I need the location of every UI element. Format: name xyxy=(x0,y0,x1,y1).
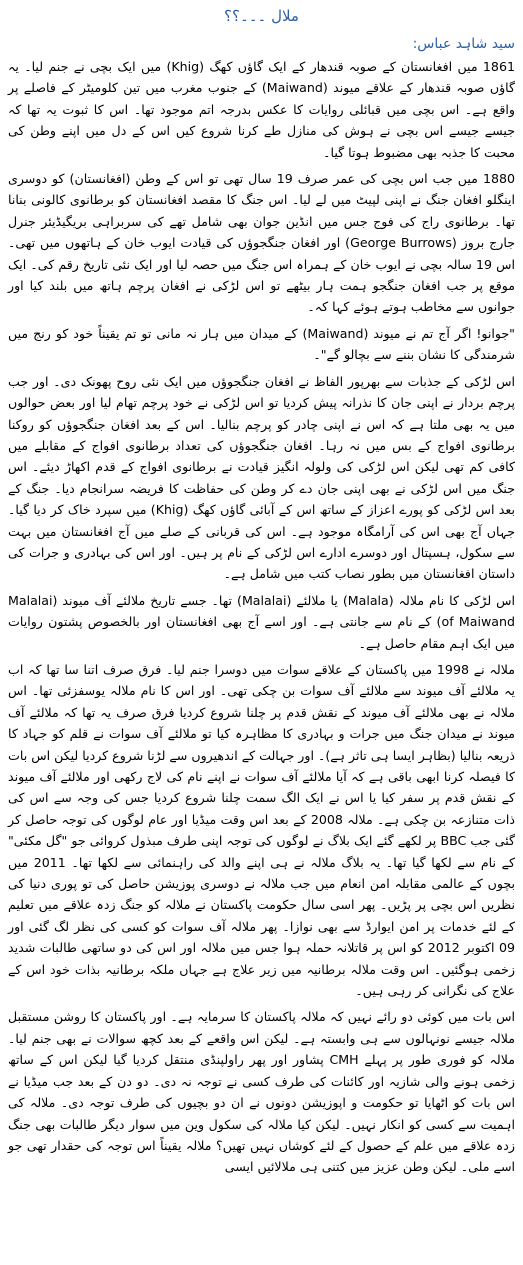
article-title: ملال ۔۔۔؟؟ xyxy=(224,7,299,25)
paragraph-3: "جوانو! اگر آج تم نے میوند (Maiwand) کے میدان میں ہار نہ مانی تو تم یقیناً خود کو رنج میں شرمندگی کا نشان بننے سے بچالو گے"۔ xyxy=(8,325,515,363)
paragraph-4: اس لڑکی کے جذبات سے بھرپور الفاظ نے افغان جنگجوؤں میں ایک نئی روح پھونک دی۔ اور جب پرچم بردار نے اپنی جان کا نذرانہ پیش کردیا تو اس لڑکی نے خود پرچم تھام لیا اور بعض حوالوں میں یہ بھی ملتا ہے کہ اس نے اپنی چادر کو پرچم بنالیا۔ اس کے بعد افغان جنگجوؤں کو روکنا برطانوی افواج کے بس میں نہ رہا۔ افغان جنگجوؤں کی تعداد برطانوی افواج کے مقابلے میں کافی کم تھی لیکن اس لڑکی کی ولولہ انگیز قیادت نے برطانوی افواج کے قدم اکھاڑ دیئے۔ اس جنگ میں اس لڑکی نے بھی اپنی جان دے کر وطن کی حفاظت کا فریضہ سرانجام دیا۔ جنگ کے بعد اس لڑکی کو پورے اعزاز کے ساتھ اس کے آبائی گاؤں کھگ (Khig) میں سپرد خاک کر دیا گیا۔ جہاں آج بھی اس کی آرامگاہ موجود ہے۔ اس کی قربانی کے صلے میں آج افغانستان میں بہت سے سکول، ہسپتال اور دوسرے ادارے اس لڑکی کے نام پر ہیں۔ اور اس کی بہادری و جرات کی داستان افغانستان میں بطور نصاب کتب میں شامل ہے۔ xyxy=(8,373,515,582)
paragraph-5: اس لڑکی کا نام ملالہ (Malala) یا ملالئے (Malalai) تھا۔ جسے تاریخ ملالئے آف میوند (Malalai of Maiwand) کے نام سے جانتی ہے۔ اور اسے آج بھی افغانستان اور بالخصوص پشتون روایات میں ایک اہم مقام حاصل ہے۔ xyxy=(8,592,515,651)
paragraph-6: ملالہ نے 1998 میں پاکستان کے علاقے سوات میں دوسرا جنم لیا۔ فرق صرف اتنا سا تھا کہ اب یہ ملالئے آف میوند سے ملالئے آف سوات بن چکی تھی۔ اور اس کا نام ملالہ یوسفزئی تھا۔ اس ملالہ نے بھی ملالئے آف میوند کے نقش قدم پر چلنا شروع کردیا فرق صرف یہ تھا کہ ملالئے آف میوند نے میدان جنگ میں جرات و بہادری کا مظاہرہ کیا تو ملالئے آف سوات نے قلم کو جہاد کا ذریعہ بنالیا (بظاہر ایسا ہی تاثر ہے)۔ اور جہالت کے اندھیروں سے لڑنا شروع کردیا لیکن اس بات کا فیصلہ کرنا ابھی باقی ہے کہ آیا ملالئے آف سوات نے اپنے نام کی لاج رکھی اور ملالئے آف میوند کے نقش قدم پر سفر کیا یا اس نے ایک الگ سمت چلنا شروع کردیا جس کی وجہ سے اس کی ذات متنازعہ بن چکی ہے۔ ملالہ 2008 کے بعد اس وقت میڈیا اور عام لوگوں کی توجہ حاصل کر گئی جب BBC پر لکھے گئے ایک بلاگ نے لوگوں کی توجہ اپنی طرف مبذول کروائی جو "گل مکئی" کے نام سے لکھا گیا تھا۔ یہ بلاگ ملالہ نے ہی اپنے والد کی راہنمائی سے لکھا تھا۔ 2011 میں بچوں کے عالمی مقابلہ امن انعام میں جب ملالہ نے دوسری پوزیشن حاصل کی تو پوری دنیا کی نظریں اس بچی پر پڑیں۔ پھر اسی سال حکومت پاکستان نے ملالہ کو جنگ زدہ علاقے میں تعلیم کے لئے خدمات پر امن ایوارڈ سے بھی نوازا۔ پھر ملالہ آف سوات کو کسی کی نظر لگ گئی اور 09 اکتوبر 2012 کو اس پر قاتلانہ حملہ ہوا جس میں ملالہ اور اس کی دو ساتھی طالبات شدید زخمی ہوگئیں۔ اس وقت ملالہ برطانیہ میں زیر علاج ہے جہاں ملکہ برطانیہ بذات خود اس کے علاج کی نگرانی کر رہی ہیں۔ xyxy=(8,661,516,999)
paragraph-1: 1861 میں افغانستان کے صوبہ قندھار کے ایک گاؤں کھگ (Khig) میں ایک بچی نے جنم لیا۔ یہ گاؤں صوبہ قندھار کے علاقے میوند (Maiwand) کے جنوب مغرب میں تین کلومیٹر کے فاصلے پر واقع ہے۔ اس بچی میں قبائلی روایات کا عکس بدرجہ اتم موجود تھا۔ اس کا ثبوت یہ تھا کہ جیسے جیسے اس بچی نے ہوش کی منازل طے کرنا شروع کیں اس کے دل میں اپنے وطن کی محبت کا جذبہ بھی مضبوط ہوتا گیا۔ xyxy=(8,59,516,160)
article-author: سید شاہد عباس: xyxy=(412,36,515,52)
paragraph-2: 1880 میں جب اس بچی کی عمر صرف 19 سال تھی تو اس کے وطن (افغانستان) کو دوسری اینگلو افغان جنگ نے اپنی لپیٹ میں لے لیا۔ اس جنگ کا مقصد افغانستان کو برطانوی کالونی بنانا تھا۔ برطانوی راج کی فوج جس میں انڈین جوان بھی شامل تھے کی سربراہی بریگیڈیئر جنرل جارج بروز (George Burrows) اور افغان جنگجوؤں کی قیادت ایوب خان کے ہاتھوں میں تھی۔ اس 19 سالہ بچی نے ایوب خان کے ہمراہ اس جنگ میں حصہ لیا اور ایک نئی تاریخ رقم کی۔ ایک موقع پر جب افغان جنگجو ہمت ہار بیٹھے تو اس لڑکی نے افغان پرچم ہاتھ میں بلند کیا اور جوانوں سے مخاطب ہوتے ہوئے کہا کہ۔ xyxy=(8,171,515,315)
article-body xyxy=(8,56,515,1178)
paragraph-7: اس بات میں کوئی دو رائے نہیں کہ ملالہ پاکستان کا سرمایہ ہے۔ اور پاکستان کا روشن مستقبل ملالہ جیسے نونہالوں سے ہی وابستہ ہے۔ لیکن اس واقعے کے بعد کچھ سوالات نے بھی جنم لیا۔ ملالہ کو فوری طور پر پہلے CMH پشاور اور پھر راولپنڈی منتقل کردیا گیا لیکن اس کے ساتھ زخمی ہونے والی شازیہ اور کائنات کی طرف کسی نے توجہ نہ دی۔ دو دن کے بعد جب میڈیا نے اس بات کو اٹھایا تو حکومت و اپوزیشن دونوں نے ان دو بچیوں کی طرف توجہ دی۔ ملالہ کی اہمیت سے کسی کو انکار نہیں۔ لیکن کیا ملالہ کی سکول وین میں سوار دیگر طالبات بھی جنگ زدہ علاقے میں علم کے حصول کے لئے کوشاں نہیں تھیں؟ ملالہ یقیناً اس توجہ کی حقدار تھی جو اسے ملی۔ لیکن وطن عزیز میں کتنی ہی ملالائیں ایسی xyxy=(8,1009,515,1175)
